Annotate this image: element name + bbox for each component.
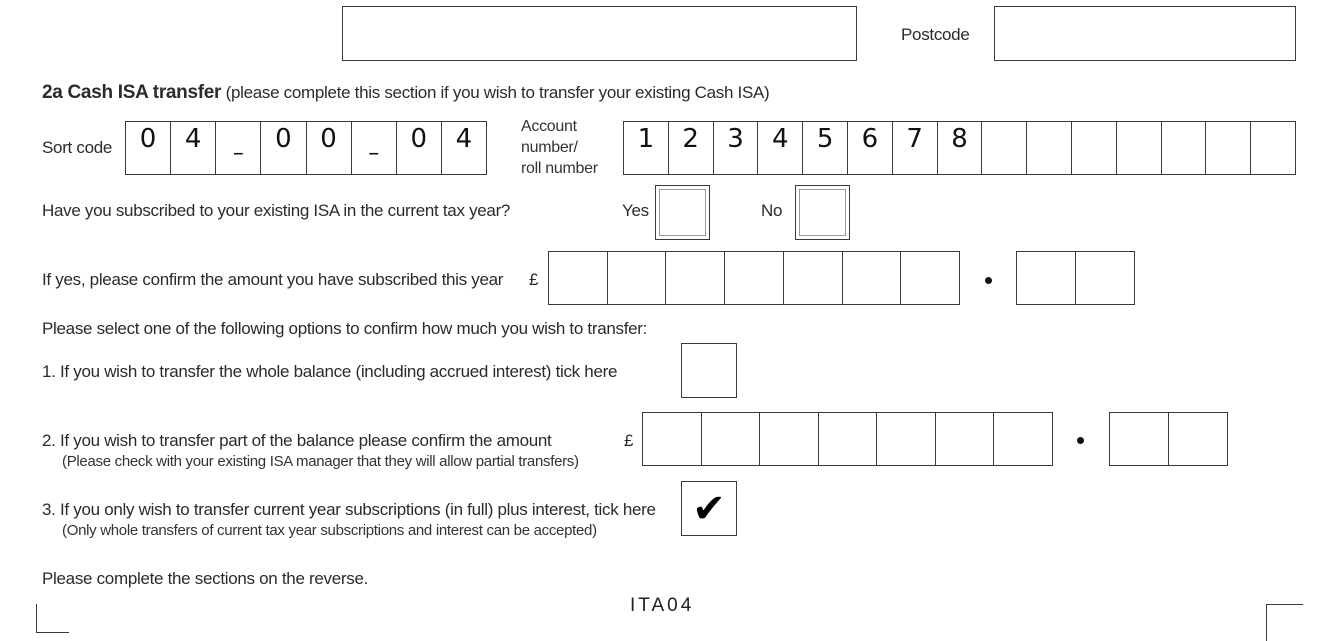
postcode-label: Postcode <box>901 25 970 44</box>
subscribed-amount-pounds-field[interactable] <box>548 251 960 305</box>
option1-label: 1. If you wish to transfer the whole balance (including accrued interest) tick here <box>42 362 618 381</box>
no-label: No <box>761 201 783 220</box>
partial-amount-pence-field[interactable] <box>1109 412 1228 466</box>
crop-mark-bottom-left <box>36 604 69 633</box>
pounds-digit-cell[interactable] <box>784 252 843 304</box>
address-line-field[interactable] <box>342 6 857 61</box>
currency-symbol: £ <box>624 431 634 450</box>
option3-checkbox[interactable] <box>681 481 737 536</box>
account-label-line: roll number <box>521 160 598 177</box>
sort-code-digit-cell[interactable]: 4 <box>171 122 216 174</box>
pounds-digit-cell[interactable] <box>608 252 667 304</box>
account-digit-cell[interactable] <box>1206 122 1251 174</box>
sort-code-digit-cell[interactable]: – <box>216 122 261 174</box>
decimal-point <box>985 277 992 284</box>
partial-amount-pounds-field[interactable] <box>642 412 1053 466</box>
pounds-digit-cell[interactable] <box>994 413 1052 465</box>
account-digit-cell[interactable]: 7 <box>893 122 938 174</box>
footer-note: Please complete the sections on the reverse. <box>42 569 369 588</box>
account-number-label <box>521 116 598 179</box>
no-checkbox[interactable] <box>795 185 850 240</box>
account-digit-cell[interactable] <box>1027 122 1072 174</box>
account-digit-cell[interactable]: 4 <box>758 122 803 174</box>
account-label-line: number/ <box>521 139 578 156</box>
postcode-field[interactable] <box>994 6 1296 61</box>
sort-code-digit-cell[interactable]: 0 <box>126 122 171 174</box>
account-digit-cell[interactable] <box>1072 122 1117 174</box>
account-digit-cell[interactable]: 6 <box>848 122 893 174</box>
sort-code-field[interactable] <box>125 121 487 175</box>
sort-code-digit-cell[interactable]: 0 <box>397 122 442 174</box>
sort-code-digit-cell[interactable]: 0 <box>261 122 306 174</box>
pence-digit-cell[interactable] <box>1017 252 1076 304</box>
currency-symbol: £ <box>529 270 539 289</box>
account-digit-cell[interactable] <box>982 122 1027 174</box>
pence-digit-cell[interactable] <box>1076 252 1134 304</box>
account-digit-cell[interactable]: 5 <box>803 122 848 174</box>
option2-label: 2. If you wish to transfer part of the balance please confirm the amount <box>42 431 552 450</box>
form-code: ITA04 <box>630 595 695 616</box>
decimal-point <box>1077 437 1084 444</box>
pounds-digit-cell[interactable] <box>725 252 784 304</box>
account-label-line: Account <box>521 118 577 135</box>
account-digit-cell[interactable]: 3 <box>714 122 759 174</box>
crop-mark-bottom-right <box>1266 604 1303 641</box>
check-mark-icon: ✔ <box>692 485 726 532</box>
sort-code-digit-cell[interactable]: 4 <box>455 124 473 154</box>
yes-label: Yes <box>622 201 649 220</box>
yes-checkbox[interactable] <box>655 185 710 240</box>
account-digit-cell[interactable]: 8 <box>938 122 983 174</box>
sort-code-digit-cell[interactable]: 0 <box>307 122 352 174</box>
pounds-digit-cell[interactable] <box>936 413 995 465</box>
pounds-digit-cell[interactable] <box>819 413 878 465</box>
subscribed-question: Have you subscribed to your existing ISA in the current tax year? <box>42 201 511 220</box>
subscribed-amount-pence-field[interactable] <box>1016 251 1135 305</box>
pence-digit-cell[interactable] <box>1169 413 1227 465</box>
option3-label: 3. If you only wish to transfer current year subscriptions (in full) plus interest, tick here <box>42 500 656 519</box>
section-heading <box>42 82 769 104</box>
section-subtitle: (please complete this section if you wish to transfer your existing Cash ISA) <box>225 83 770 102</box>
pounds-digit-cell[interactable] <box>643 413 702 465</box>
pounds-digit-cell[interactable] <box>702 413 761 465</box>
pounds-digit-cell[interactable] <box>877 413 936 465</box>
option3-note: (Only whole transfers of current tax year subscriptions and interest can be accepted) <box>62 522 597 539</box>
pounds-digit-cell[interactable] <box>760 413 819 465</box>
pence-digit-cell[interactable] <box>1110 413 1169 465</box>
section-title: 2a Cash ISA transfer <box>42 82 222 103</box>
pounds-digit-cell[interactable] <box>843 252 902 304</box>
confirm-amount-label: If yes, please confirm the amount you have subscribed this year <box>42 270 504 289</box>
sort-code-digit-cell[interactable]: – <box>352 122 397 174</box>
account-digit-cell[interactable] <box>1162 122 1207 174</box>
account-number-field[interactable] <box>623 121 1296 175</box>
account-digit-cell[interactable]: 2 <box>669 122 714 174</box>
account-digit-cell[interactable]: 1 <box>624 122 669 174</box>
sort-code-label: Sort code <box>42 138 113 157</box>
options-intro: Please select one of the following options to confirm how much you wish to transfer: <box>42 319 648 338</box>
pounds-digit-cell[interactable] <box>901 252 959 304</box>
pounds-digit-cell[interactable] <box>549 252 608 304</box>
account-digit-cell[interactable] <box>1117 122 1162 174</box>
option2-note: (Please check with your existing ISA manager that they will allow partial transfers) <box>62 453 579 470</box>
option1-checkbox[interactable] <box>681 343 737 398</box>
pounds-digit-cell[interactable] <box>666 252 725 304</box>
account-digit-cell[interactable] <box>1251 122 1295 174</box>
